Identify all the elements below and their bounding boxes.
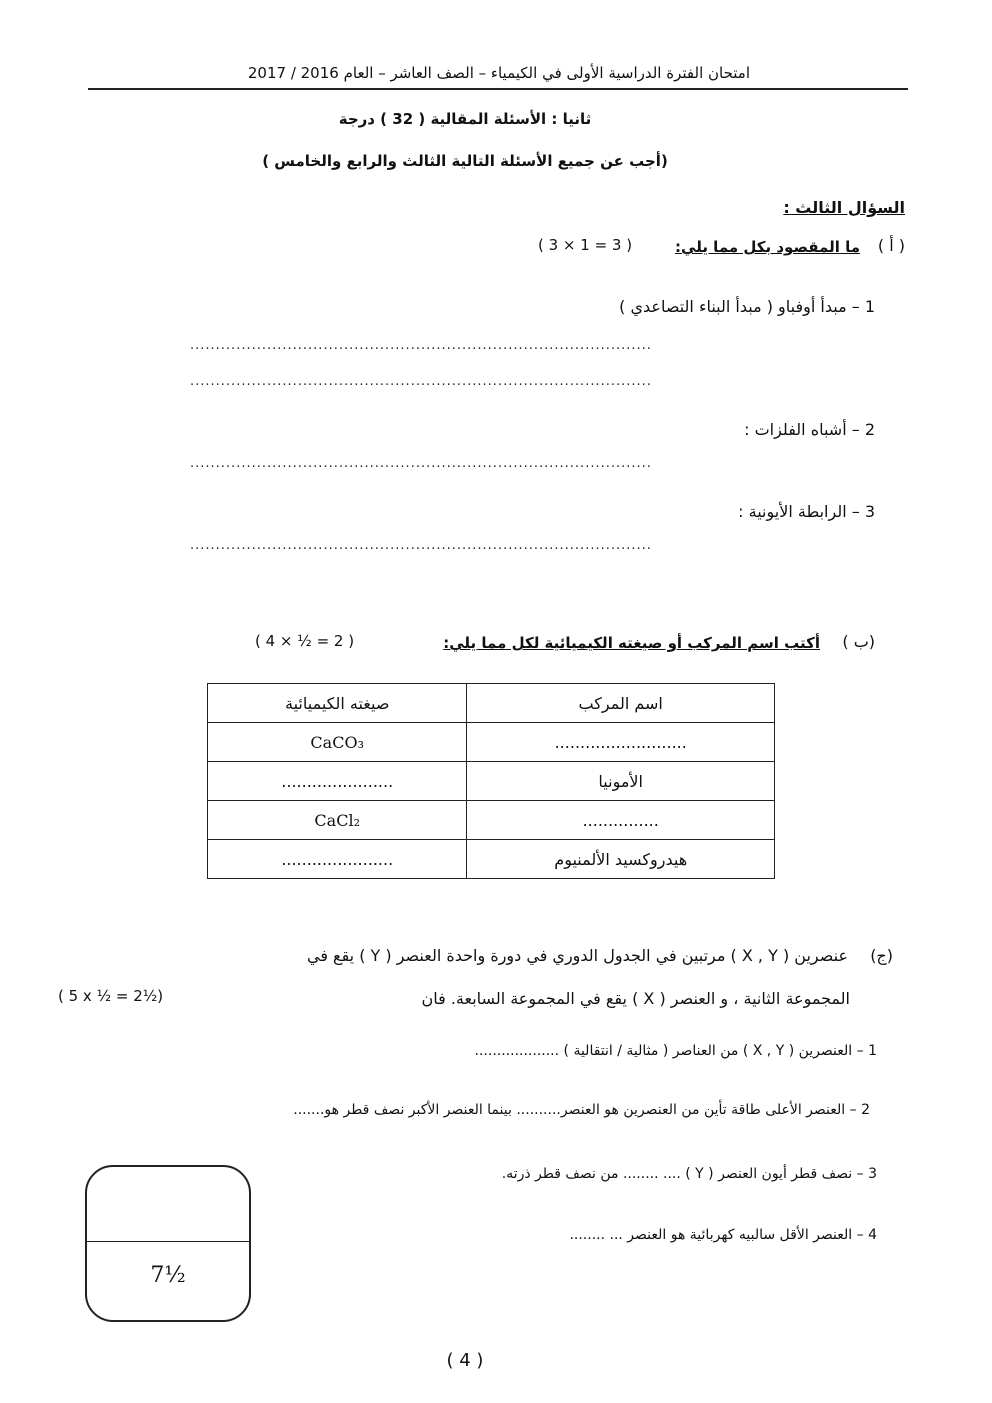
header-underline [88,88,908,90]
answer-line-1a[interactable]: .......................................................................................... [190,338,652,353]
score-divider [87,1241,249,1242]
name-header: اسم المركب [467,684,775,723]
part-c-item-1: 1 – العنصرين ( X , Y ) من العناصر ( مثالية / انتقالية ) ................... [474,1043,877,1059]
part-c-line-2: المجموعة الثانية ، و العنصر ( X ) يقع في المجموعة السابعة. فان [421,989,850,1008]
part-c-line-1: عنصرين ( X , Y ) مرتبين في الجدول الدوري في دورة واحدة العنصر ( Y ) يقع في [306,946,848,965]
part-a-label: ( أ ) [877,236,905,255]
part-c-label: (ج) [870,946,893,965]
table-row [208,762,775,801]
part-c-item-3: 3 – نصف قطر أيون العنصر ( Y ) .... ........ من نصف قطر ذرته. [501,1166,877,1182]
table-row [208,840,775,879]
name-cell[interactable]: ............... [467,801,775,840]
part-c-item-2: 2 – العنصر الأعلى طاقة تأين من العنصرين هو العنصر.......... بينما العنصر الأكبر نصف قطر هو....... [293,1102,870,1118]
compound-table [207,683,775,879]
part-a-marks: ( 3 × 1 = 3 ) [538,236,633,254]
exam-header-title: امتحان الفترة الدراسية الأولى في الكيمياء – الصف العاشر – العام 2016 / 2017 [247,64,750,82]
score-value: 7½ [150,1263,186,1288]
answer-line-2[interactable]: .......................................................................................... [190,456,652,471]
name-cell[interactable]: .......................... [467,723,775,762]
table-row [208,801,775,840]
part-b-prompt: أكتب اسم المركب أو صيغته الكيميائية لكل مما يلي: [443,634,820,652]
part-a-prompt: ما المقصود بكل مما يلي: [675,238,860,256]
page-number: ( 4 ) [446,1350,484,1371]
part-c-marks: ( 5 x ½ = 2½) [58,987,164,1005]
answer-line-1b[interactable]: .......................................................................................... [190,374,652,389]
name-cell: الأمونيا [467,762,775,801]
table-row [208,723,775,762]
formula-header: صيغته الكيميائية [208,684,467,723]
answer-line-3[interactable]: .......................................................................................... [190,538,652,553]
question-3-title: السؤال الثالث : [783,198,905,217]
section-instruction: (أجب عن جميع الأسئلة التالية الثالث والرابع والخامس ) [262,152,668,170]
part-c-item-4: 4 – العنصر الأقل سالبيه كهربائية هو العنصر ... ........ [569,1227,877,1243]
part-a-item-1: 1 – مبدأ أوفباو ( مبدأ البناء التصاعدي ) [619,297,875,316]
name-cell: هيدروكسيد الألمنيوم [467,840,775,879]
section-title: ثانيا : الأسئلة المقالية ( 32 ) درجة [338,110,592,128]
part-a-item-2: 2 – أشباه الفلزات : [744,420,875,439]
formula-cell: CaCl₂ [208,801,467,840]
score-box [85,1165,251,1322]
formula-cell[interactable]: ...................... [208,762,467,801]
table-header-row [208,684,775,723]
part-b-marks: ( 4 × ½ = 2 ) [255,632,355,650]
part-b-label: (ب ) [842,632,875,651]
formula-cell[interactable]: ...................... [208,840,467,879]
formula-cell: CaCO₃ [208,723,467,762]
part-a-item-3: 3 – الرابطة الأيونية : [738,502,875,521]
